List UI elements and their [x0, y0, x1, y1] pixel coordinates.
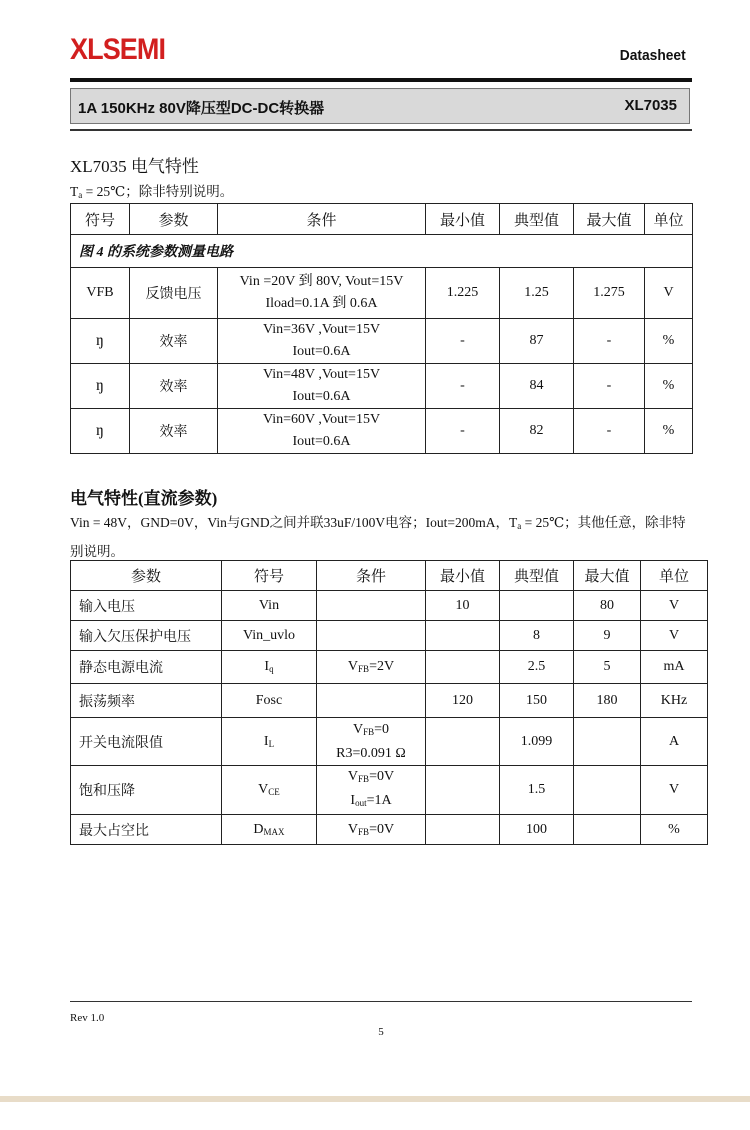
max-cell: - [574, 319, 645, 364]
param-cell: 效率 [130, 319, 218, 364]
table-row [71, 409, 693, 454]
min-cell [426, 815, 500, 845]
typ-cell: 150 [500, 684, 574, 718]
header-rule [70, 78, 692, 82]
min-cell: 10 [426, 591, 500, 621]
condition-tail: =2V [369, 659, 395, 674]
typ-cell: 1.5 [500, 766, 574, 815]
condition-line: Iout=0.6A [292, 344, 351, 359]
condition-cell [218, 319, 426, 364]
param-cell: 最大占空比 [71, 815, 222, 845]
condition-cell [218, 409, 426, 454]
condition-line: Vin=60V ,Vout=15V [262, 412, 381, 427]
table-row [71, 591, 708, 621]
min-cell: 1.225 [426, 268, 500, 319]
condition-sub: out [355, 798, 367, 808]
max-cell: 1.275 [574, 268, 645, 319]
condition-line: Vin=48V ,Vout=15V [262, 367, 381, 382]
note-part: = 25℃；其他任意，除非特别说明。 [70, 515, 686, 559]
unit-cell: % [641, 815, 708, 845]
symbol-main: V [258, 782, 269, 797]
param-cell: 静态电源电流 [71, 651, 222, 684]
table-row [71, 364, 693, 409]
unit-cell: % [645, 319, 693, 364]
condition-suffix: = 25℃；除非特别说明。 [82, 184, 234, 199]
condition-sub: a [78, 190, 83, 200]
symbol-cell: ŋ [71, 319, 130, 364]
condition-main: I [350, 793, 356, 808]
section2-table [70, 560, 708, 845]
table-row [71, 268, 693, 319]
min-cell [426, 718, 500, 766]
header-cell: 单位 [641, 561, 708, 591]
unit-cell: % [645, 409, 693, 454]
max-cell: 9 [574, 621, 641, 651]
param-cell: 开关电流限值 [71, 718, 222, 766]
param-cell: 输入欠压保护电压 [71, 621, 222, 651]
condition-cell [317, 621, 426, 651]
unit-cell: V [641, 766, 708, 815]
condition-cell [218, 268, 426, 319]
min-cell [426, 766, 500, 815]
header-cell: 条件 [317, 561, 426, 591]
brand-logo: XLSEMI [70, 33, 166, 66]
param-cell: 饱和压降 [71, 766, 222, 815]
min-cell [426, 651, 500, 684]
typ-cell: 87 [500, 319, 574, 364]
revision-label: Rev 1.0 [70, 1012, 105, 1024]
unit-cell: V [641, 621, 708, 651]
symbol-cell: ŋ [71, 409, 130, 454]
header-cell: 典型值 [500, 561, 574, 591]
param-cell: 反馈电压 [130, 268, 218, 319]
condition-cell [317, 684, 426, 718]
symbol-sub: CE [268, 787, 280, 797]
unit-cell: KHz [641, 684, 708, 718]
product-title: 1A 150KHz 80V降压型DC-DC转换器 [78, 100, 325, 117]
max-cell: 180 [574, 684, 641, 718]
condition-line [317, 719, 425, 743]
condition-cell [317, 766, 426, 815]
section1-table [70, 203, 693, 454]
param-cell: 效率 [130, 364, 218, 409]
symbol-cell [222, 651, 317, 684]
condition-line: Iout=0.6A [292, 389, 351, 404]
header-cell: 条件 [218, 204, 426, 235]
header-cell: 最小值 [426, 561, 500, 591]
condition-line: Vin =20V 到 80V, Vout=15V [239, 274, 404, 289]
min-cell: - [426, 319, 500, 364]
typ-cell: 84 [500, 364, 574, 409]
symbol-cell [222, 766, 317, 815]
condition-tail: =0V [369, 769, 395, 784]
table-row [71, 766, 708, 815]
condition-line: R3=0.091 Ω [336, 745, 406, 761]
header-cell: 最小值 [426, 204, 500, 235]
unit-cell: V [645, 268, 693, 319]
header-cell: 典型值 [500, 204, 574, 235]
doc-type-label: Datasheet [620, 47, 686, 64]
typ-cell: 1.25 [500, 268, 574, 319]
table-row [71, 319, 693, 364]
max-cell: - [574, 364, 645, 409]
param-cell: 输入电压 [71, 591, 222, 621]
table-row [71, 621, 708, 651]
condition-sub: FB [363, 726, 375, 737]
max-cell [574, 815, 641, 845]
section-row-label: 图 4 的系统参数测量电路 [71, 235, 693, 268]
section2-title: 电气特性(直流参数) [70, 489, 218, 508]
section1-condition [70, 180, 233, 200]
condition-prefix: T [70, 184, 79, 199]
table-row [71, 651, 708, 684]
condition-cell [317, 718, 426, 766]
condition-sub: FB [358, 664, 370, 674]
header-cell: 参数 [71, 561, 222, 591]
max-cell [574, 766, 641, 815]
note-sub: a [517, 521, 522, 531]
symbol-cell: Vin_uvlo [222, 621, 317, 651]
condition-main: V [347, 769, 359, 784]
page-number: 5 [378, 1026, 384, 1038]
table-header-row [71, 561, 708, 591]
table-row [71, 815, 708, 845]
unit-cell: % [645, 364, 693, 409]
condition-sub: FB [358, 774, 370, 784]
condition-main: V [347, 821, 359, 837]
section2-condition [70, 510, 695, 564]
min-cell: 120 [426, 684, 500, 718]
min-cell: - [426, 409, 500, 454]
condition-line [317, 790, 425, 814]
typ-cell [500, 591, 574, 621]
product-title-band [70, 88, 690, 124]
symbol-main: I [263, 733, 269, 749]
header-cell: 最大值 [574, 561, 641, 591]
header-rule-thin [70, 129, 692, 131]
header-cell: 符号 [222, 561, 317, 591]
typ-cell: 1.099 [500, 718, 574, 766]
typ-cell: 100 [500, 815, 574, 845]
symbol-main: D [253, 821, 264, 837]
symbol-sub: L [268, 738, 275, 749]
symbol-cell: Vin [222, 591, 317, 621]
min-cell [426, 621, 500, 651]
table-row [71, 718, 708, 766]
condition-tail: =1A [366, 793, 392, 808]
condition-line: Vin=36V ,Vout=15V [262, 322, 381, 337]
condition-cell [317, 591, 426, 621]
symbol-cell: ŋ [71, 364, 130, 409]
symbol-cell: VFB [71, 268, 130, 319]
footer-rule [70, 1001, 692, 1002]
unit-cell: V [641, 591, 708, 621]
param-cell: 振荡频率 [71, 684, 222, 718]
condition-tail: =0 [374, 721, 390, 737]
typ-cell: 8 [500, 621, 574, 651]
unit-cell: mA [641, 651, 708, 684]
symbol-cell: Fosc [222, 684, 317, 718]
condition-cell [317, 651, 426, 684]
max-cell: 80 [574, 591, 641, 621]
unit-cell: A [641, 718, 708, 766]
param-cell: 效率 [130, 409, 218, 454]
header-cell: 符号 [71, 204, 130, 235]
condition-line: Iload=0.1A 到 0.6A [265, 296, 378, 311]
table-header-row [71, 204, 693, 235]
symbol-main: I [264, 659, 270, 674]
section1-title: XL7035 电气特性 [70, 157, 199, 176]
max-cell: 5 [574, 651, 641, 684]
symbol-cell [222, 815, 317, 845]
symbol-cell [222, 718, 317, 766]
table-row [71, 684, 708, 718]
table-section-row [71, 235, 693, 268]
min-cell: - [426, 364, 500, 409]
condition-main: V [347, 659, 359, 674]
condition-cell [317, 815, 426, 845]
condition-line [317, 766, 425, 790]
condition-tail: =0V [369, 821, 395, 837]
condition-cell [218, 364, 426, 409]
note-part: Vin = 48V，GND=0V，Vin与GND之间并联33uF/100V电容；Iout=200mA，T [70, 515, 518, 530]
typ-cell: 2.5 [500, 651, 574, 684]
condition-sub: FB [358, 826, 370, 837]
typ-cell: 82 [500, 409, 574, 454]
header-cell: 参数 [130, 204, 218, 235]
condition-main: V [352, 721, 364, 737]
symbol-sub: q [269, 664, 274, 674]
header-cell: 最大值 [574, 204, 645, 235]
max-cell [574, 718, 641, 766]
max-cell: - [574, 409, 645, 454]
header-cell: 单位 [645, 204, 693, 235]
page-bottom-band [0, 1096, 750, 1102]
condition-line: Iout=0.6A [292, 434, 351, 449]
symbol-sub: MAX [263, 826, 285, 837]
part-number: XL7035 [624, 97, 677, 114]
